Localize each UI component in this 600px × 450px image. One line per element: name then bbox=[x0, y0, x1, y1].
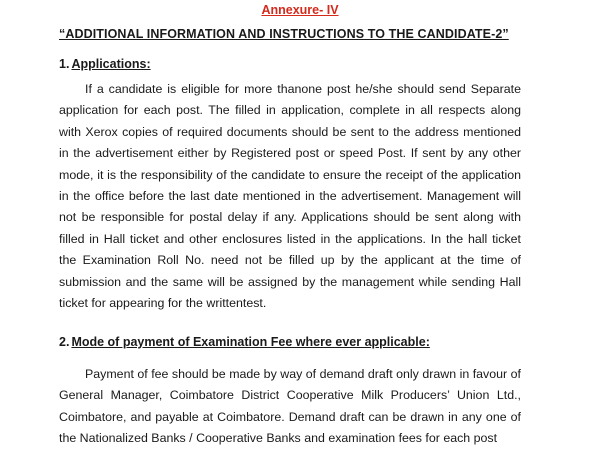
section-body-payment-mode: Payment of fee should be made by way of demand draft only drawn in favour of General Manager, Coimbatore District Cooperative Milk Producers’ Union Ltd., Coimbatore, and payable at Coimbatore. Demand draft can be drawn in any one of the Nationalized Banks / Cooperative Banks and examination fees for each post bbox=[59, 367, 521, 446]
annexure-label: Annexure- IV bbox=[261, 3, 339, 17]
section-body-applications: If a candidate is eligible for more thanone post he/she should send Separate application for each post. The filled in application, complete in all respects along with Xerox copies of required documents should be sent to the address mentioned in the advertisement either by Registered post or speed Post. If sent by any other mode, it is the responsibility of the candidate to ensure the receipt of the application in the office before the last date mentioned in the advertisement. Management will not be responsible for postal delay if any. Applications should be sent along with filled in Hall ticket and other enclosures listed in the applications. In the hall ticket the Examination Roll No. need not be filled up by the applicant at the time of submission and the same will be assigned by the management while sending Hall ticket for appearing for the writtentest. bbox=[59, 82, 521, 311]
section-heading-applications bbox=[59, 57, 151, 71]
section-heading-payment-mode bbox=[59, 335, 430, 349]
section-number: 1. bbox=[59, 57, 70, 71]
section-number: 2. bbox=[59, 335, 70, 349]
main-title: “ADDITIONAL INFORMATION AND INSTRUCTIONS TO THE CANDIDATE-2” bbox=[59, 27, 509, 41]
section-heading-text: Mode of payment of Examination Fee where ever applicable: bbox=[71, 335, 430, 349]
section-heading-text: Applications: bbox=[71, 57, 151, 71]
